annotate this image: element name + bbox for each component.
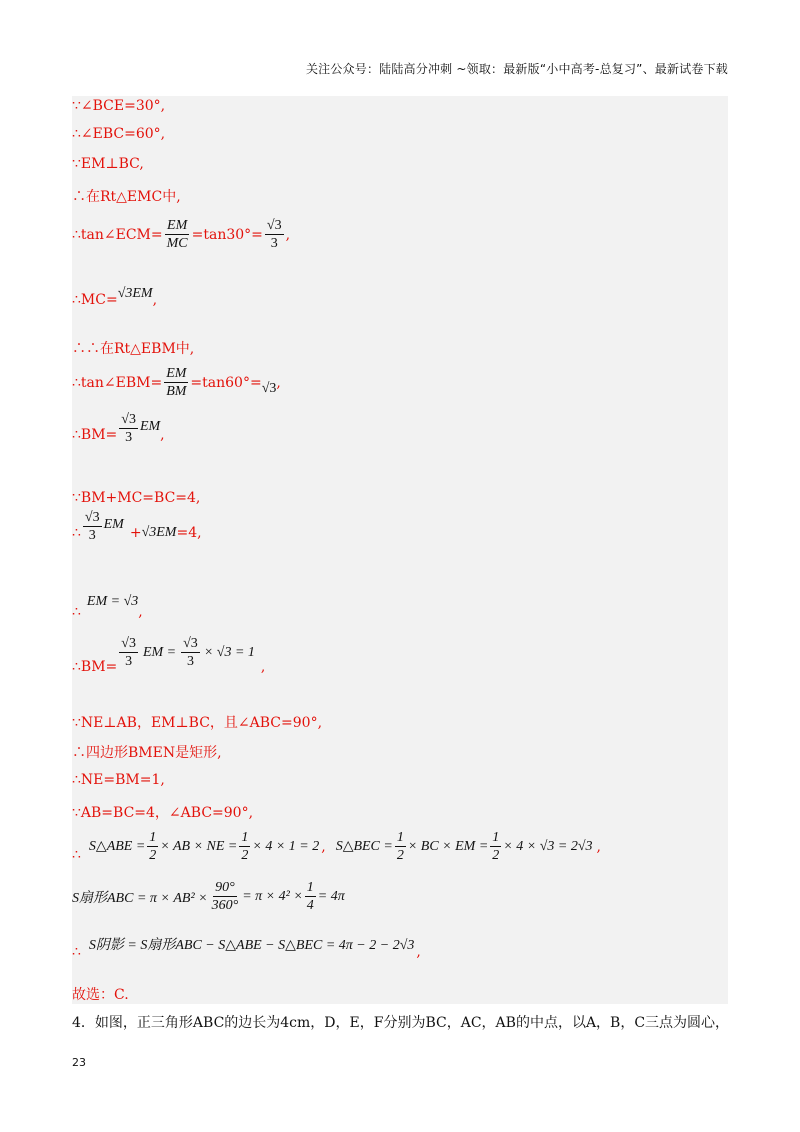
s-bec-rest: × BC × EM = <box>407 838 489 854</box>
numerator: 1 <box>492 830 500 845</box>
em-symbol: EM <box>103 516 124 532</box>
line-text: ∴ <box>72 524 81 541</box>
numerator: √3 <box>266 218 282 233</box>
solution-line-16: ∴NE=BM=1, <box>72 772 165 788</box>
numerator: √3 <box>84 510 100 525</box>
question-4: 4．如图，正三角形ABC的边长为4cm，D，E，F分别为BC，AC，AB的中点，以A，B，C三点为圆心， <box>72 1015 730 1031</box>
solution-line-18 <box>72 830 601 863</box>
solution-line-15: ∴四边形BMEN是矩形, <box>72 745 222 761</box>
numerator: √3 <box>121 412 136 427</box>
denominator: 2 <box>396 848 404 863</box>
line-text: ∴BM= <box>72 426 118 443</box>
denominator: 2 <box>492 848 500 863</box>
line-text: , <box>138 604 143 620</box>
solution-line-6 <box>72 286 158 308</box>
solution-line-8 <box>72 366 281 399</box>
solution-line-19 <box>72 880 345 913</box>
line-text: =tan60°= <box>190 374 262 391</box>
em-equals-sqrt3: EM = √3 <box>86 594 139 609</box>
fraction-sqrt3-3 <box>265 218 284 251</box>
solution-line-13 <box>72 636 266 675</box>
solution-line-17: ∵AB=BC=4，∠ABC=90°, <box>72 805 254 821</box>
solution-line-7: ∴∴在Rt△EBM中, <box>72 341 195 357</box>
numerator: 90° <box>215 880 235 895</box>
denominator: 3 <box>270 236 278 251</box>
s-bec-result: × 4 × √3 = 2√3 <box>503 838 593 854</box>
solution-line-5 <box>72 218 290 251</box>
line-text: , <box>160 426 165 443</box>
s-shadow-formula: S阴影 = S扇形ABC − S△ABE − S△BEC = 4π − 2 − 2√3 <box>88 938 415 953</box>
solution-line-20 <box>72 934 421 960</box>
line-text: , <box>321 838 326 855</box>
line-text: ∴ <box>72 944 81 960</box>
numerator: √3 <box>121 636 136 651</box>
em-symbol: EM <box>139 418 161 434</box>
fraction-90-360 <box>210 880 241 913</box>
fraction-half <box>490 830 501 863</box>
s-bec-label: S△BEC = <box>335 839 393 854</box>
s-sector-result: = 4π <box>317 888 345 904</box>
solution-line-1: ∵∠BCE=30°, <box>72 98 166 114</box>
solution-line-12 <box>72 594 143 620</box>
solution-line-3: ∵EM⊥BC, <box>72 156 144 172</box>
denominator: MC <box>166 236 188 251</box>
line-text: , <box>276 374 281 391</box>
fraction-half <box>395 830 406 863</box>
solution-line-9 <box>72 412 165 451</box>
numerator: EM <box>166 366 187 381</box>
line-text: ∴ <box>72 846 81 863</box>
fraction-half <box>239 830 250 863</box>
plus-sign: + <box>129 524 142 541</box>
fraction-sqrt3-3 <box>119 412 138 445</box>
numerator: 1 <box>396 830 404 845</box>
fraction-sqrt3-3 <box>83 510 102 543</box>
s-abe-result: × 4 × 1 = 2 <box>252 838 320 854</box>
line-text: ∴ <box>72 604 81 620</box>
fraction-em-bm <box>164 366 188 399</box>
numerator: 1 <box>306 880 314 895</box>
line-text: =4, <box>176 524 202 541</box>
solution-line-4: ∴在Rt△EMC中, <box>72 189 181 205</box>
fraction-half <box>147 830 158 863</box>
line-text: , <box>285 226 291 243</box>
denominator: 2 <box>149 848 157 863</box>
denominator: 3 <box>186 654 194 669</box>
solution-line-11 <box>72 510 202 549</box>
solution-line-10: ∵BM+MC=BC=4, <box>72 490 201 506</box>
s-sector-mid: = π × 4² × <box>242 888 303 904</box>
fraction-em-mc <box>165 218 190 251</box>
times-sqrt3-equals-1: × √3 = 1 <box>203 644 255 660</box>
answer-line: 故选：C. <box>72 987 129 1003</box>
line-text: , <box>260 658 266 675</box>
line-text: ∴BM= <box>72 658 118 675</box>
line-text: ∴tan∠EBM= <box>72 374 163 391</box>
denominator: 4 <box>306 898 314 913</box>
line-text: , <box>416 944 421 960</box>
page-header: 关注公众号：陆陆高分冲刺 ~领取：最新版“小中高考-总复习”、最新试卷下载 <box>305 62 728 76</box>
numerator: 1 <box>241 830 249 845</box>
s-abe-rest: × AB × NE = <box>160 838 238 854</box>
numerator: √3 <box>183 636 198 651</box>
solution-block <box>72 96 728 1004</box>
denominator: 3 <box>88 528 96 543</box>
fraction-quarter <box>305 880 316 913</box>
denominator: 2 <box>241 848 249 863</box>
fraction-sqrt3-3 <box>181 636 200 669</box>
s-abe-label: S△ABE = <box>88 839 146 854</box>
denominator: 3 <box>125 654 133 669</box>
numerator: EM <box>167 218 188 233</box>
line-text: ∴tan∠ECM= <box>72 226 163 243</box>
em-equals: EM = <box>142 644 177 660</box>
line-text: ∴MC= <box>72 292 118 308</box>
numerator: 1 <box>149 830 157 845</box>
s-sector-label: S扇形ABC = π × AB² × <box>72 890 208 906</box>
line-text: , <box>596 838 601 855</box>
line-text: =tan30°= <box>191 226 263 243</box>
fraction-sqrt3-3 <box>119 636 138 669</box>
line-text: , <box>152 292 158 308</box>
page-number: 23 <box>72 1056 86 1069</box>
solution-line-2: ∴∠EBC=60°, <box>72 126 166 142</box>
denominator: 360° <box>211 898 239 913</box>
solution-line-14: ∵NE⊥AB，EM⊥BC，且∠ABC=90°, <box>72 715 323 731</box>
sqrt3-em: √3EM <box>117 286 153 301</box>
denominator: 3 <box>125 430 133 445</box>
sqrt3-em: √3EM <box>141 524 177 540</box>
denominator: BM <box>166 384 187 399</box>
sqrt3-value: √3 <box>261 380 277 396</box>
